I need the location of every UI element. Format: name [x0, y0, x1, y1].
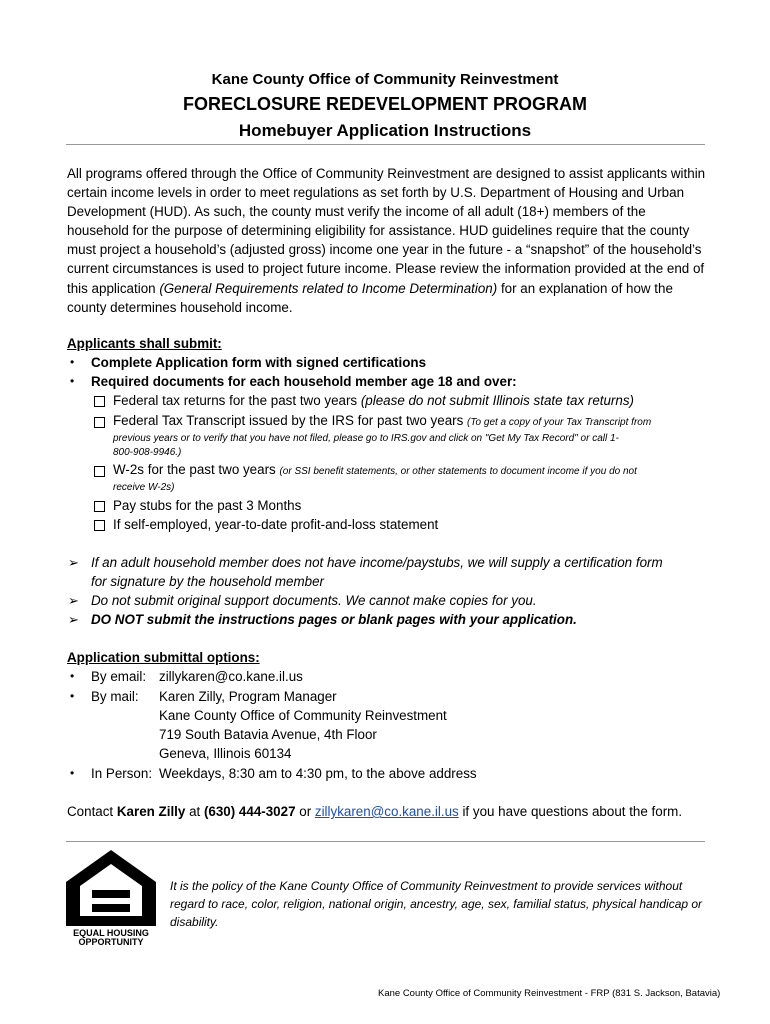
checkbox-icon[interactable] [94, 466, 105, 477]
item-note: (To get a copy of your Tax Transcript from [467, 417, 652, 428]
item-transcript-note-2: previous years or to verify that you have not filed, please go to IRS.gov and click on "Get My Tax Record" or call 1- [113, 433, 619, 444]
contact-text: if you have questions about the form. [458, 804, 683, 819]
bullet-dot-icon: • [70, 355, 75, 369]
checkbox-icon[interactable] [94, 501, 105, 512]
contact-email-link[interactable]: zillykaren@co.kane.il.us [314, 804, 459, 819]
bullet-dot-icon: • [70, 689, 75, 703]
arrow-bullet-icon: ➢ [68, 555, 79, 570]
submit-heading: Applicants shall submit: [67, 336, 222, 351]
item-tax-returns [113, 393, 634, 408]
arrow-bullet-icon: ➢ [68, 612, 79, 627]
contact-line [67, 804, 682, 819]
note-2: Do not submit original support documents. We cannot make copies for you. [91, 593, 537, 608]
contact-text: Contact [67, 804, 117, 819]
policy-statement: It is the policy of the Kane County Office of Community Reinvestment to provide services without regard to race, color, religion, national origin, ancestry, age, sex, familial status, physical handicap or disability. [170, 879, 703, 929]
contact-name: Karen Zilly [116, 804, 186, 819]
arrow-bullet-icon: ➢ [68, 593, 79, 608]
mail-line-1: Karen Zilly, Program Manager [159, 689, 337, 704]
page-footer: Kane County Office of Community Reinvestment - FRP (831 S. Jackson, Batavia) [378, 988, 721, 999]
mail-line-4: Geneva, Illinois 60134 [159, 746, 292, 761]
item-w2 [113, 462, 637, 477]
bullet-dot-icon: • [70, 766, 75, 780]
option-email[interactable]: zillykaren@co.kane.il.us [159, 669, 303, 684]
checkbox-icon[interactable] [94, 417, 105, 428]
checkbox-icon[interactable] [94, 396, 105, 407]
page-title: Homebuyer Application Instructions [238, 121, 532, 140]
equal-bar-bottom [92, 904, 130, 912]
submit-bullet-2: Required documents for each household member age 18 and over: [91, 374, 517, 389]
options-heading: Application submittal options: [67, 650, 260, 665]
intro-text-2: for an explanation of how the county determines household income. [67, 280, 673, 315]
item-self-employed: If self-employed, year-to-date profit-and-loss statement [113, 517, 439, 532]
bullet-dot-icon: • [70, 374, 75, 388]
logo-line-1: EQUAL HOUSING [73, 928, 149, 938]
intro-text-1: All programs offered through the Office of Community Reinvestment are designed to assist applicants within certain income levels in order to meet regulations as set forth by U.S. Department of Housing and Urban Development (HUD). As such, the county must verify the income of all adult (18+) members of the household for the purpose of determining eligibility for assistance. HUD guidelines require that the county must project a household’s (adjusted gross) income one year in the future - a “snapshot” of the household’s current circumstances is used to project future income. Please review the information provided at the end of this application [67, 166, 706, 296]
mail-line-3: 719 South Batavia Avenue, 4th Floor [159, 727, 377, 742]
note-1b: for signature by the household member [91, 574, 324, 589]
contact-divider [66, 841, 705, 842]
item-paystubs: Pay stubs for the past 3 Months [113, 498, 302, 513]
item-note: (please do not submit Illinois state tax returns) [360, 393, 634, 408]
contact-phone: (630) 444-3027 [203, 804, 296, 819]
item-transcript-note-3: 800-908-9946.) [113, 447, 182, 458]
program-heading: FORECLOSURE REDEVELOPMENT PROGRAM [182, 94, 588, 114]
item-transcript [113, 413, 651, 428]
submit-bullet-1: Complete Application form with signed certifications [91, 355, 427, 370]
equal-housing-logo [66, 848, 156, 948]
note-1a: If an adult household member does not have income/paystubs, we will supply a certification form [91, 555, 663, 570]
item-text: Federal Tax Transcript issued by the IRS for past two years [113, 413, 468, 428]
option-person: Weekdays, 8:30 am to 4:30 pm, to the above address [159, 766, 477, 781]
checkbox-icon[interactable] [94, 520, 105, 531]
org-heading: Kane County Office of Community Reinvestment [211, 71, 559, 88]
item-w2-note-2: receive W-2s) [113, 482, 175, 493]
intro-italic-ref: (General Requirements related to Income Determination) [159, 280, 498, 296]
header-divider [66, 144, 705, 145]
intro-paragraph [67, 164, 707, 317]
mail-line-2: Kane County Office of Community Reinvestment [159, 708, 447, 723]
contact-text: or [295, 804, 315, 819]
contact-text: at [185, 804, 204, 819]
equal-bar-top [92, 890, 130, 898]
item-text: W-2s for the past two years [113, 462, 280, 477]
logo-line-2: OPPORTUNITY [78, 937, 144, 947]
item-text: Federal tax returns for the past two years [113, 393, 361, 408]
bullet-dot-icon: • [70, 669, 75, 683]
option-mail-label: By mail: [91, 689, 139, 704]
note-3: DO NOT submit the instructions pages or blank pages with your application. [91, 612, 577, 627]
item-note: (or SSI benefit statements, or other statements to document income if you do not [279, 466, 637, 477]
option-email-label: By email: [91, 669, 147, 684]
option-person-label: In Person: [91, 766, 153, 781]
